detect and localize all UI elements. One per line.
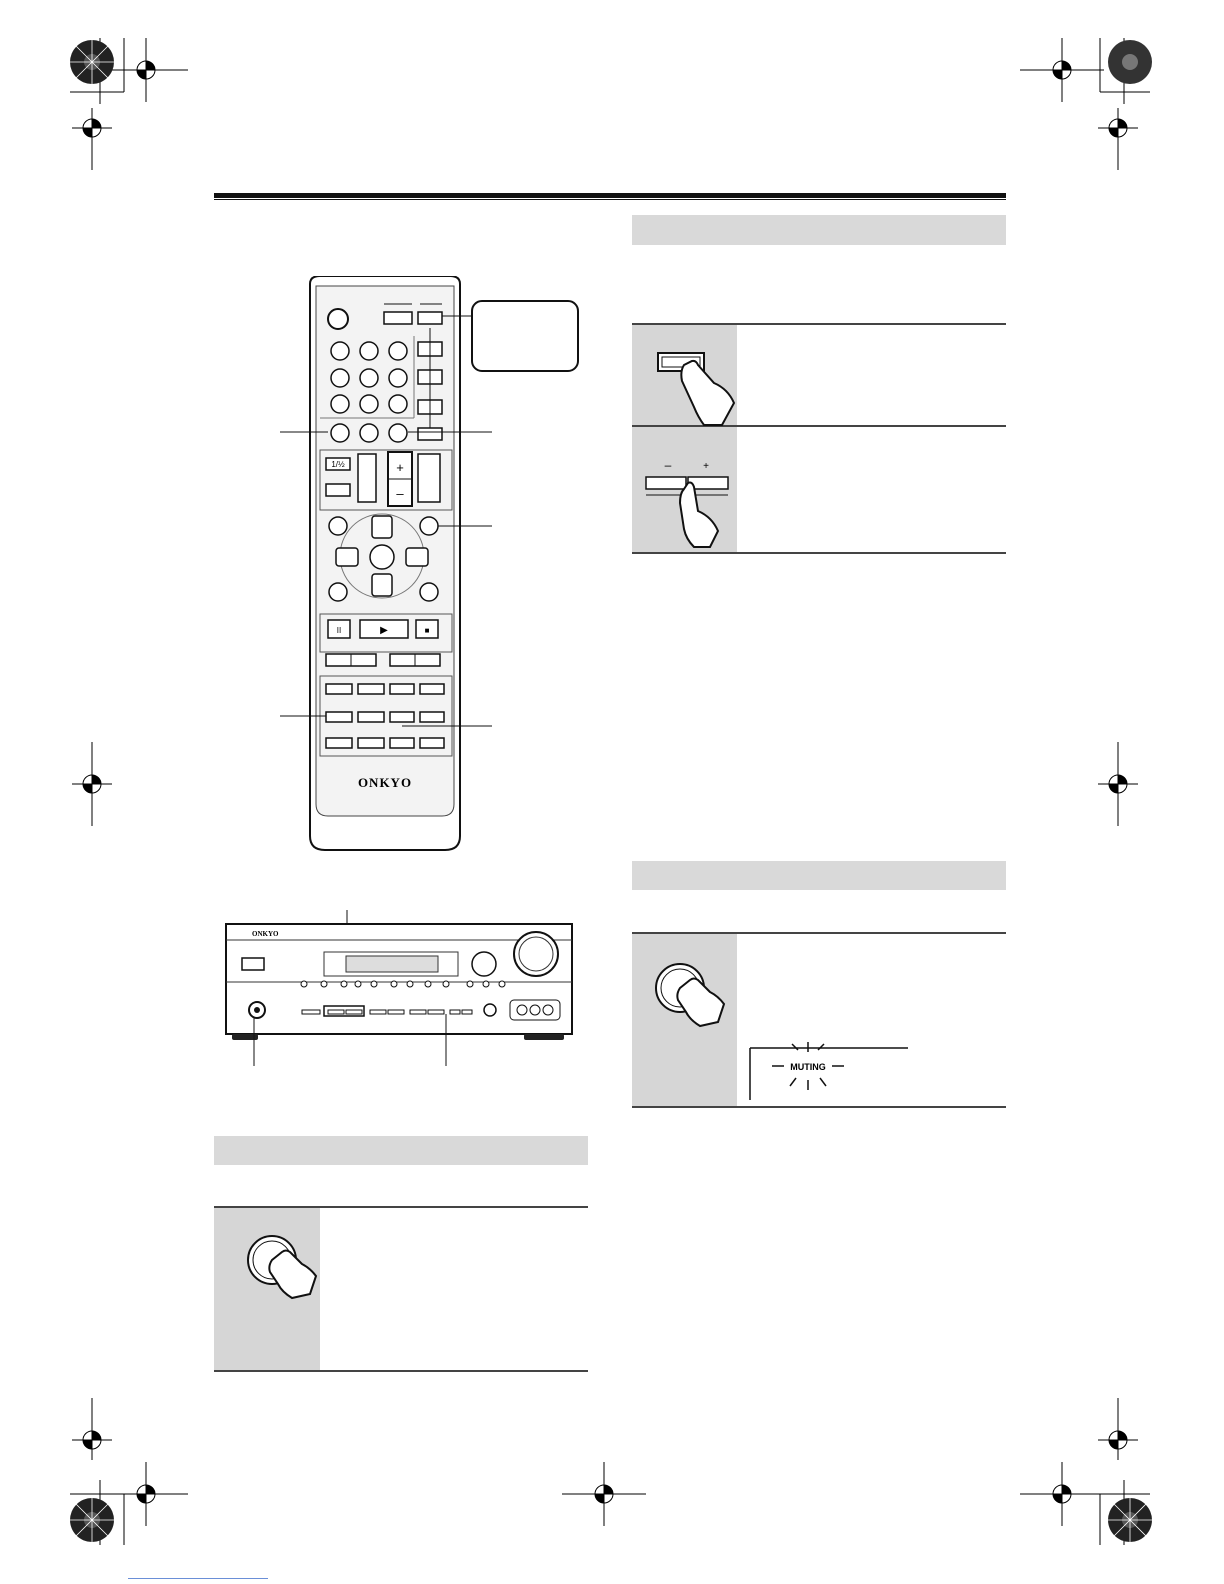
section-header-bar-right-2 <box>632 861 1006 890</box>
vol-plus-label: + <box>396 460 404 475</box>
section-header-bar-left <box>214 1136 588 1165</box>
footer-link-underline <box>128 1578 268 1579</box>
receiver-front-panel <box>224 910 576 1066</box>
step-minus-label: – <box>664 459 672 472</box>
vol-minus-label: – <box>396 486 404 501</box>
remote-controller <box>280 276 590 854</box>
stop-label: ■ <box>424 626 430 635</box>
muting-label: MUTING <box>790 1062 826 1072</box>
section-header-bar-right-1 <box>632 215 1006 245</box>
play-label: ▶ <box>380 625 388 636</box>
hand-press-rect-button-icon <box>654 347 738 427</box>
receiver-brand-logo: ONKYO <box>252 930 279 938</box>
hand-press-round-button-icon <box>232 1224 322 1304</box>
muting-display-indicator <box>744 1034 914 1100</box>
hand-press-step-buttons-icon <box>640 459 738 549</box>
step-box-right-2 <box>632 932 1006 1108</box>
remote-brand-logo: ONKYO <box>357 775 413 790</box>
hand-press-muting-button-icon <box>646 956 740 1040</box>
sleep-button-label: 1/½ <box>331 460 345 469</box>
pause-label: II <box>336 626 342 635</box>
step-box-left <box>214 1206 588 1372</box>
step-plus-label: + <box>703 461 709 472</box>
step-box-right-1 <box>632 323 1006 554</box>
